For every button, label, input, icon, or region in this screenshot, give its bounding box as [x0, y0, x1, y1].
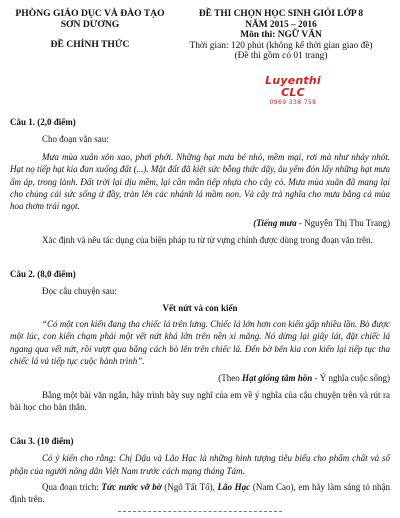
- exam-title: ĐỀ THI CHỌN HỌC SINH GIỎI LỚP 8: [198, 9, 364, 19]
- question-3-task-prefix: Qua đoạn trích:: [42, 481, 102, 492]
- question-2-source-suffix: - Ý nghĩa cuộc sống): [312, 372, 390, 383]
- school-year: NĂM 2015 – 2016: [245, 19, 317, 30]
- logo-text: Luyenthi CLC: [265, 74, 321, 99]
- official-exam-label: ĐỀ CHÍNH THỨC: [50, 39, 130, 50]
- work-1-title: Tức nước vỡ bờ: [101, 481, 162, 492]
- department-name: PHÒNG GIÁO DỤC VÀ ĐÀO TẠO: [15, 8, 165, 19]
- story-text: “Có một con kiến đang tha chiếc lá trên lưng. Chiếc lá lớn hơn con kiến gấp nhiều lần. Bò được một lúc, con kiến chạm phải một vết nứt khá lớn trên nền xi măng. Nó dừng lại giây lát, đặt chiếc lá ngang qua vết nứt, rồi vượt qua bằng cách bò lên trên chiếc lá. Đến bờ bên kia con kiến lại tiếp tục tha chiếc lá và tiếp tục cuộc hành trình”.: [10, 318, 390, 367]
- duration: Thời gian: 120 phút (không kể thời gian giao đề): [189, 40, 373, 51]
- question-1: [10, 116, 390, 247]
- question-1-source: [10, 217, 390, 229]
- work-2-title: Lão Hạc: [217, 481, 251, 492]
- end-separator: [118, 511, 282, 512]
- question-3-opinion: Có ý kiến cho rằng: Chị Dậu và Lão Hạc là những hình tượng tiêu biểu cho phẩm chất và số phận của người nông dân Việt Nam trước cách mạng tháng Tám.: [10, 453, 390, 476]
- question-1-source-title: (Tiếng mưa: [253, 217, 297, 228]
- question-3-task: [10, 481, 390, 506]
- question-1-prompt: Cho đoạn văn sau:: [42, 134, 109, 145]
- work-2-author: (Nam Cao), em hãy làm sáng tỏ nhận định trên.: [10, 481, 391, 505]
- logo-phone: 0969 338 758: [269, 99, 317, 106]
- question-2: [10, 268, 390, 414]
- question-1-task: Xác định và nêu tác dụng của biện pháp tu từ từ vựng chính được dùng trong đoạn văn trên.: [42, 235, 373, 246]
- district-name: SƠN DƯƠNG: [60, 18, 120, 30]
- question-1-passage: Mưa mùa xuân xôn xao, phơi phới. Những hạt mưa bé nhỏ, mềm mại, rơi mà như nhảy nhót. Hạt nọ tiếp hạt kia đan xuống đất (...). Mặt đất đã kiệt sức bỗng thức dậy, âu yếm đón lấy những hạt mưa ấm áp, trong lành. Đất trời lại dịu mềm, lại cần mẫn tiếp nhựa cho cây cỏ. Mưa mùa xuân đã mang lại cho chúng cái sức sống ứ đầy, tràn lên các nhánh lá mầm non. Và cây trả nghĩa cho mưa bằng cả mùa hoa thơm trái ngọt.: [10, 151, 390, 212]
- question-3: [10, 435, 390, 506]
- story-title: Vết nứt và con kiến: [162, 303, 238, 314]
- question-2-prompt: Đọc câu chuyện sau:: [42, 286, 117, 297]
- question-3-title: Câu 3. (10 điểm): [10, 435, 74, 446]
- work-1-author: (Ngô Tất Tố),: [161, 481, 218, 492]
- question-2-source: [10, 372, 390, 384]
- header-right: [176, 9, 386, 62]
- watermark-logo: [255, 74, 331, 106]
- header-left: [10, 9, 170, 51]
- question-2-source-prefix: (Theo: [218, 372, 242, 383]
- exam-body: [10, 100, 390, 506]
- page-count: (Đề thi gồm có 01 trang): [234, 51, 328, 61]
- question-1-title: Câu 1. (2,0 điểm): [10, 117, 76, 127]
- question-2-source-title: Hạt giống tâm hồn: [241, 372, 313, 383]
- subject: Môn thi: NGỮ VĂN: [240, 30, 322, 40]
- question-1-source-author: - Nguyễn Thị Thu Trang): [296, 217, 390, 228]
- question-2-task: Bằng một bài văn ngắn, hãy trình bày suy nghĩ của em về ý nghĩa của câu chuyện trên và rút ra bài học cho bản thân.: [10, 389, 390, 413]
- question-2-title: Câu 2. (8,0 điểm): [10, 268, 76, 279]
